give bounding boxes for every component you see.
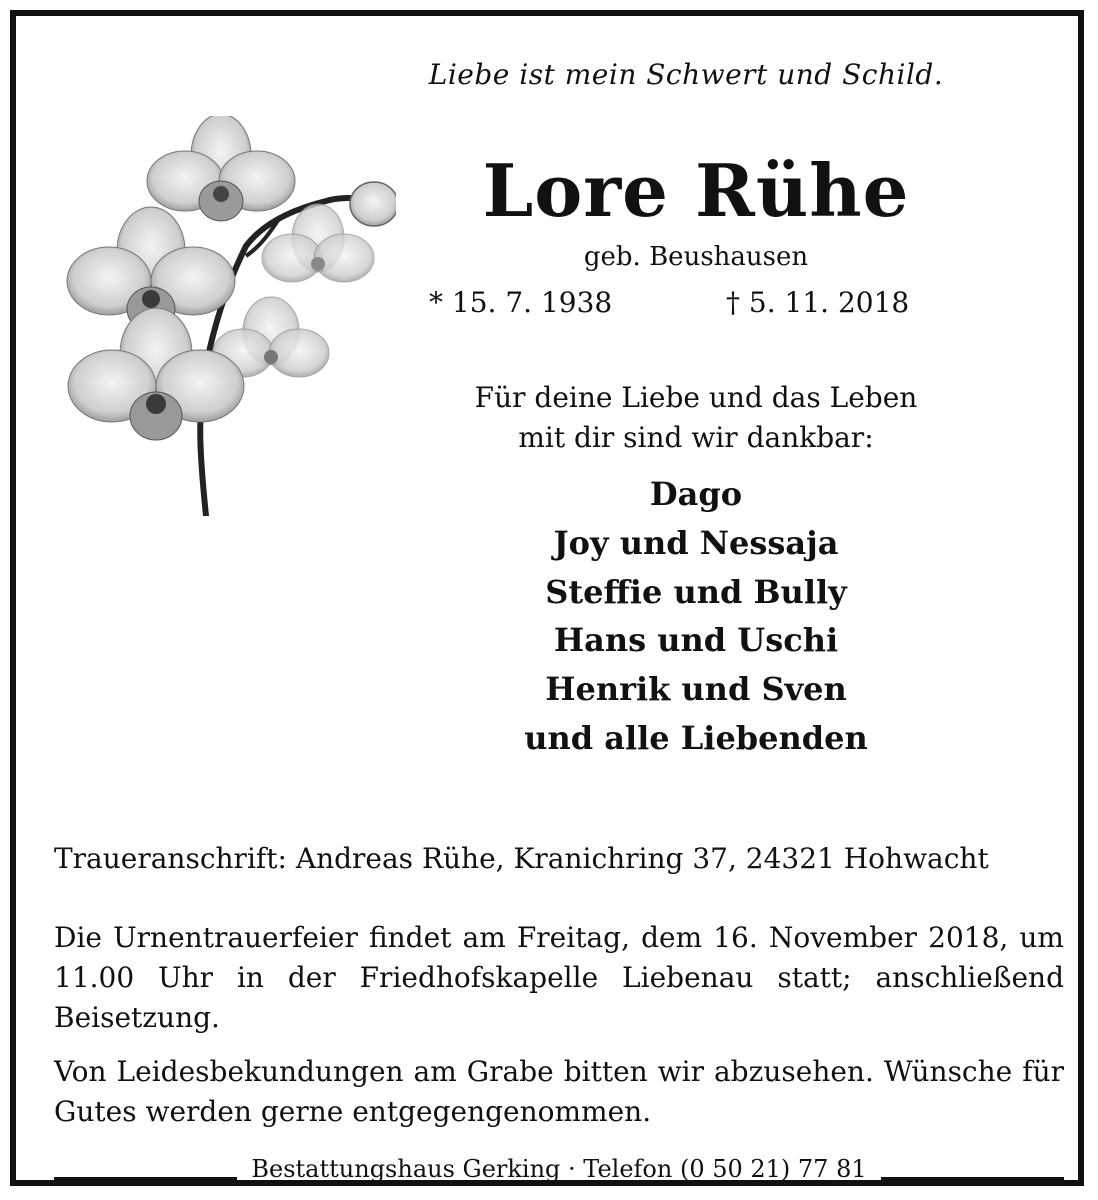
mourner-item: Dago [649, 475, 743, 513]
mourner-item: und alle Liebenden [524, 718, 868, 757]
mourning-address: Traueranschrift: Andreas Rühe, Kranichring 37, 24321 Hohwacht [54, 842, 989, 875]
dedication [346, 378, 1046, 458]
dedication-line: Für deine Liebe und das Leben [474, 381, 918, 414]
orchid-icon [56, 116, 396, 516]
ceremony-paragraph: Die Urnentrauerfeier findet am Freitag, dem 16. November 2018, um 11.00 Uhr in der Friedhofskapelle Liebenau statt; anschließend Beisetzung. [54, 921, 1064, 1034]
motto: Liebe ist mein Schwert und Schild. [428, 58, 944, 91]
funeral-home-contact: Bestattungshaus Gerking · Telefon (0 50 21) 77 81 [251, 1155, 867, 1183]
birth-date: * 15. 7. 1938 [429, 286, 613, 319]
mourner-item: Henrik und Sven [545, 670, 847, 709]
deceased-name: Lore Rühe [482, 148, 910, 233]
mourner-item: Hans und Uschi [553, 621, 839, 660]
dedication-line: mit dir sind wir dankbar: [518, 421, 874, 454]
death-date: † 5. 11. 2018 [726, 286, 910, 319]
condolence-paragraph: Von Leidesbekundungen am Grabe bitten wir abzusehen. Wünsche für Gutes werden gerne entgegengenommen. [54, 1055, 1064, 1128]
mourners-list [346, 470, 1046, 763]
maiden-name: geb. Beushausen [583, 242, 809, 272]
mourner-item: Steffie und Bully [545, 572, 847, 611]
mourner-item: Joy und Nessaja [553, 523, 839, 562]
obituary-notice [10, 10, 1084, 1186]
footer-rule-left [54, 1177, 237, 1180]
footer [54, 1152, 1064, 1186]
footer-rule-right [881, 1177, 1064, 1180]
